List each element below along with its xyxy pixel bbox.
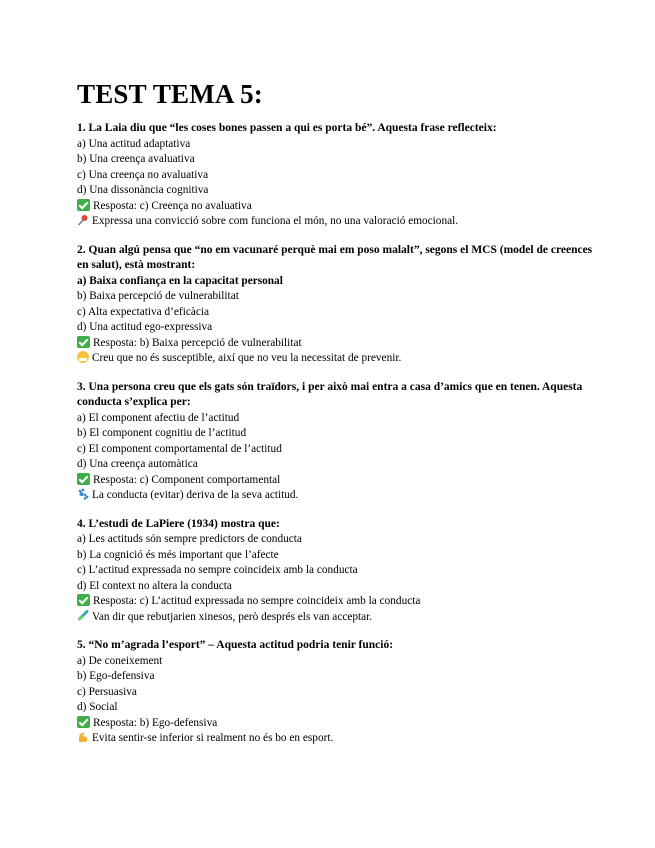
question-title: 5. “No m’agrada l’esport” – Aquesta actitud podria tenir funció: (77, 639, 394, 651)
question-title: 3. Una persona creu que els gats són traïdors, i per això mai entra a casa d’amics que en tenen. Aquesta conducta s’explica per: (77, 380, 583, 408)
option-d: d) Una creença automàtica (77, 458, 198, 470)
option-c: c) Persuasiva (77, 685, 137, 698)
answer-text: Resposta: c) Component comportamental (93, 473, 281, 486)
note-text: La conducta (evitar) deriva de la seva actitud. (92, 489, 299, 501)
answer-line (77, 336, 595, 352)
check-mark-icon (77, 473, 90, 485)
question-4 (77, 517, 595, 626)
option-b: b) El component cognitiu de l’actitud (77, 427, 247, 439)
grimacing-face-icon (77, 351, 89, 363)
question-title: 4. L’estudi de LaPiere (1934) mostra que: (77, 517, 280, 530)
note-line (77, 351, 595, 367)
answer-line (77, 594, 595, 610)
note-line (77, 731, 595, 747)
question-5 (77, 638, 595, 747)
answer-text: Resposta: b) Baixa percepció de vulnerabilitat (93, 336, 302, 349)
question-title: 1. La Laia diu que “les coses bones passen a qui es porta bé”. Aquesta frase reflecteix: (77, 122, 497, 134)
question-1 (77, 121, 595, 230)
note-text: Expressa una convicció sobre com funciona el món, no una valoració emocional. (92, 215, 459, 227)
option-d: d) Una dissonància cognitiva (77, 184, 209, 196)
option-d: d) Social (77, 701, 118, 713)
note-line (77, 214, 595, 230)
option-d: d) Una actitud ego-expressiva (77, 321, 213, 333)
note-text: Creu que no és susceptible, així que no veu la necessitat de prevenir. (92, 352, 402, 364)
answer-text: Resposta: c) Creença no avaluativa (93, 199, 252, 212)
test-tube-icon (77, 610, 89, 622)
flexed-biceps-icon (77, 731, 89, 743)
option-c: c) Alta expectativa d’eficàcia (77, 305, 210, 318)
note-text: Van dir que rebutjarien xinesos, però després els van acceptar. (92, 610, 373, 623)
note-line (77, 488, 595, 504)
answer-text: Resposta: c) L’actitud expressada no sempre coincideix amb la conducta (93, 595, 421, 607)
option-a: a) Les actituds són sempre predictors de conducta (77, 533, 302, 545)
check-mark-icon (77, 594, 90, 606)
option-a: a) Una actitud adaptativa (77, 137, 191, 150)
option-d: d) El context no altera la conducta (77, 579, 232, 592)
option-c: c) El component comportamental de l’actitud (77, 442, 282, 455)
option-b: b) Ego-defensiva (77, 670, 155, 682)
answer-line (77, 716, 595, 732)
option-b: b) Baixa percepció de vulnerabilitat (77, 290, 239, 302)
answer-line (77, 199, 595, 215)
pushpin-icon (77, 214, 89, 226)
check-mark-icon (77, 716, 90, 728)
answer-text: Resposta: b) Ego-defensiva (93, 716, 218, 729)
option-a: a) Baixa confiança en la capacitat personal (77, 274, 283, 287)
option-b: b) La cognició és més important que l’afecte (77, 548, 279, 561)
page-title: TEST TEMA 5: (77, 79, 263, 109)
note-line (77, 610, 595, 626)
option-c: c) L’actitud expressada no sempre coincideix amb la conducta (77, 564, 358, 576)
paw-prints-icon (77, 488, 89, 500)
question-title: 2. Quan algú pensa que “no em vacunaré perquè mai em poso malalt”, segons el MCS (model de creences en salut), està mostrant: (77, 243, 593, 271)
check-mark-icon (77, 199, 90, 211)
question-3 (77, 380, 595, 504)
answer-line (77, 473, 595, 489)
option-a: a) De coneixement (77, 654, 163, 667)
check-mark-icon (77, 336, 90, 348)
option-b: b) Una creença avaluativa (77, 153, 195, 165)
option-c: c) Una creença no avaluativa (77, 168, 209, 181)
question-2 (77, 243, 595, 367)
option-a: a) El component afectiu de l’actitud (77, 411, 240, 424)
note-text: Evita sentir-se inferior si realment no és bo en esport. (92, 732, 334, 744)
